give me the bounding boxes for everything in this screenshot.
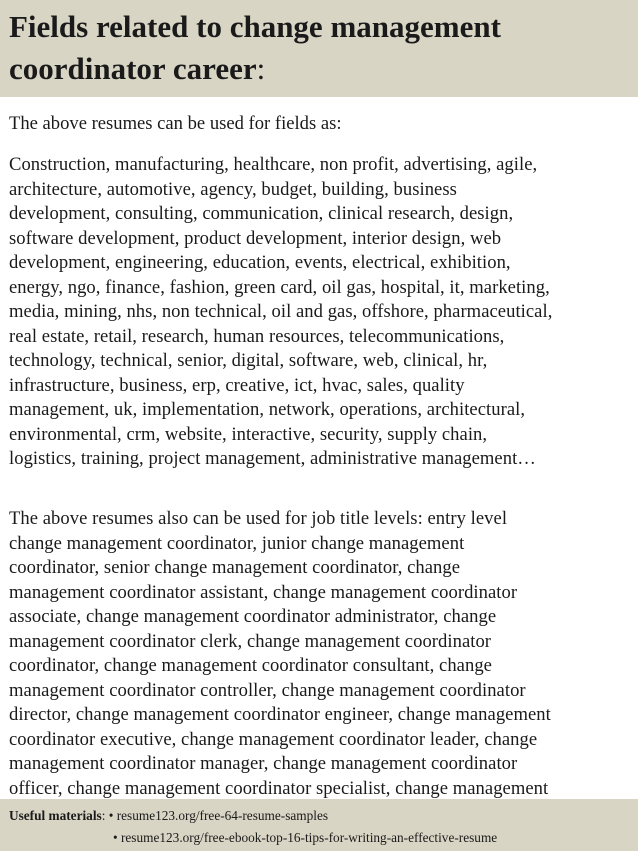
levels-line: officer, change management coordinator specialist, change management [9,777,549,799]
levels-line: coordinator executive, change management coordinator leader, change [9,728,538,750]
fields-line: software development, product development, interior design, web [9,227,502,249]
fields-line: technology, technical, senior, digital, software, web, clinical, hr, [9,350,488,371]
page-title-text: Fields related to change management coordinator career [9,9,501,86]
levels-line: management coordinator clerk, change management coordinator [9,630,492,652]
page-title-colon: : [256,51,266,86]
levels-line: management coordinator assistant, change management coordinator [9,581,518,603]
fields-line: logistics, training, project management, administrative management… [9,448,536,469]
footer-row-secondary [113,829,497,847]
fields-paragraph [9,153,634,472]
footer-link[interactable]: • resume123.org/free-64-resume-samples [108,808,329,823]
fields-line: development, engineering, education, events, electrical, exhibition, [9,252,511,273]
fields-line: real estate, retail, research, human resources, telecommunications, [9,325,505,347]
footer-link[interactable]: • resume123.org/free-ebook-top-16-tips-for-writing-an-effective-resume [113,830,498,845]
intro-text: The above resumes can be used for fields as: [9,113,342,134]
levels-line: director, change management coordinator engineer, change management [9,704,551,725]
fields-line: energy, ngo, finance, fashion, green card, oil gas, hospital, it, marketing, [9,276,550,298]
levels-line: management coordinator manager, change management coordinator [9,753,518,774]
fields-line: infrastructure, business, erp, creative, ict, hvac, sales, quality [9,374,465,396]
fields-line: development, consulting, communication, clinical research, design, [9,203,514,224]
fields-line: Construction, manufacturing, healthcare, non profit, advertising, agile, [9,154,538,175]
footer-row-primary [9,807,328,825]
levels-line: management coordinator controller, change management coordinator [9,679,526,701]
levels-line: The above resumes also can be used for job title levels: entry level [9,508,508,529]
levels-line: change management coordinator, junior change management [9,532,465,554]
levels-line: coordinator, change management coordinator consultant, change [9,655,492,676]
fields-line: management, uk, implementation, network, operations, architectural, [9,399,526,420]
levels-line: associate, change management coordinator administrator, change [9,606,497,627]
footer-separator: : [101,808,109,823]
fields-line: environmental, crm, website, interactive, security, supply chain, [9,423,488,445]
footer-label: Useful materials [9,808,102,823]
fields-line: media, mining, nhs, non technical, oil and gas, offshore, pharmaceutical, [9,301,553,322]
job-levels-paragraph [9,507,634,799]
fields-line: architecture, automotive, agency, budget, building, business [9,178,457,200]
levels-line: coordinator, senior change management coordinator, change [9,557,461,578]
